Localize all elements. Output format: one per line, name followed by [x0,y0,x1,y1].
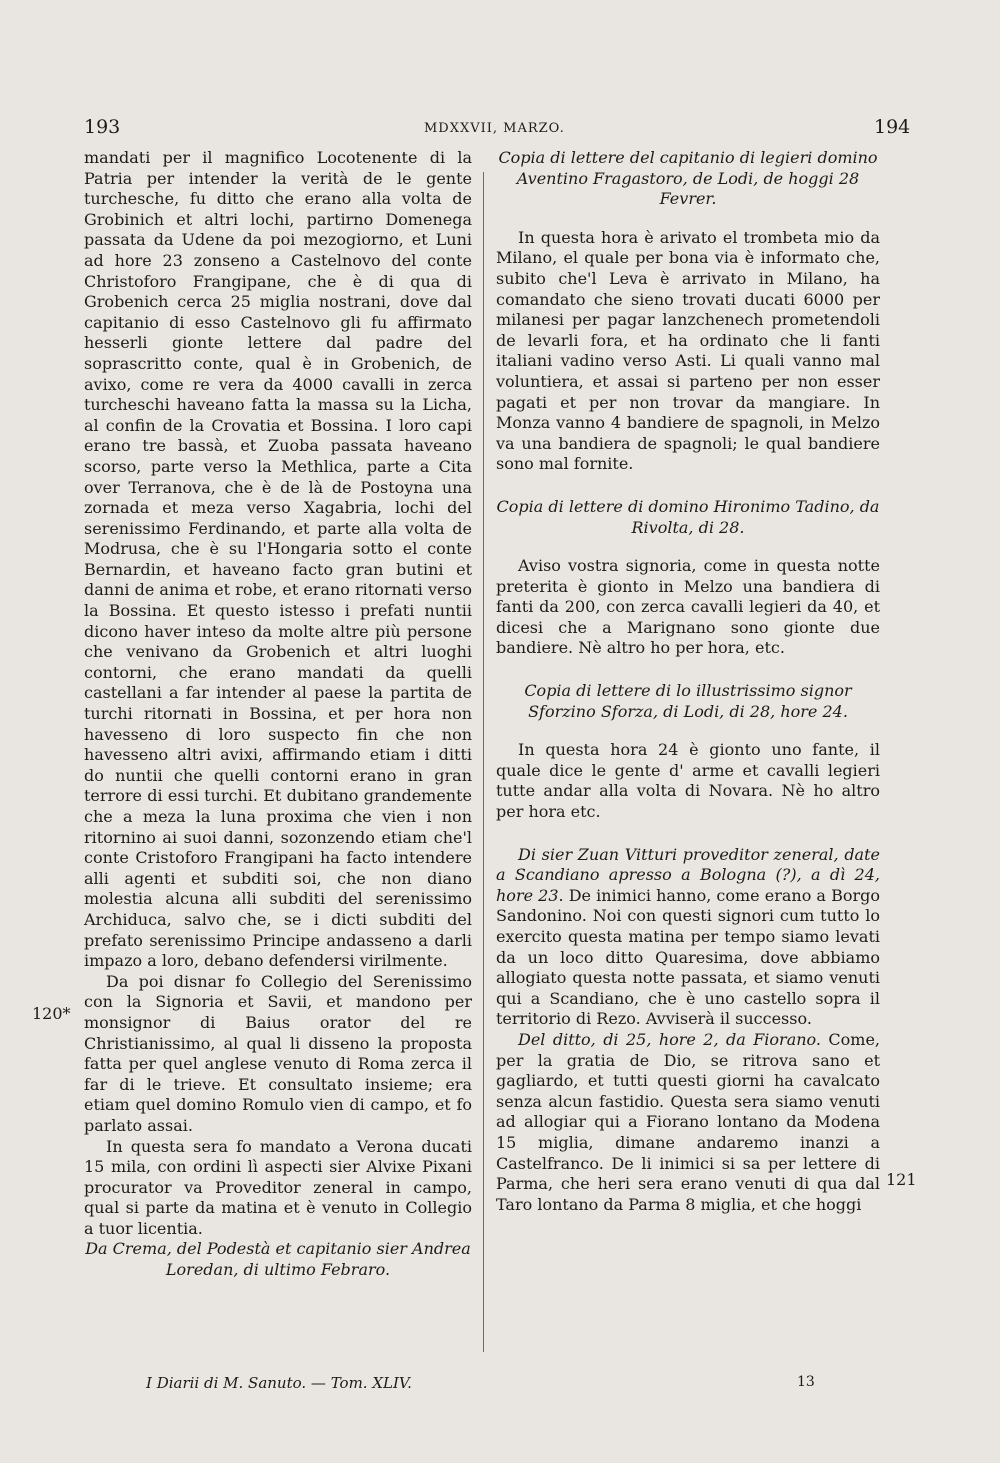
left-paragraph-1: mandati per il magnifico Locotenente di la Patria per intender la verità de le gente turchesche, fu ditto che erano alla volta de Grobinich et altri lochi, partirno Domenega passata da Udene da poi mezogiorno, et Luni ad hore 23 zonseno a Castelnovo del conte Christoforo Frangipane, che è di qua di Grobenich cerca 25 miglia nostrani, dove dal capitanio di esso Castelnovo gli fu affirmato hesserli gionte lettere dal padre del soprascritto conte, qual è in Grobenich, de avixo, come re vera da 4000 cavalli in zerca turcheschi haveano fatta la massa su la Licha, al confin de la Crovatia et Bossina. I loro capi erano tre bassà, et Zuoba passata haveano scorso, parte verso la Methlica, parte a Cita over Terranova, che è de là de Postoyna una zornada et meza verso Xagabria, lochi del serenissimo Ferdinando, et parte alla volta de Modrusa, che è su l'Hongaria sotto el conte Bernardin, et haveano facto gran butini et danni de anima et robe, et erano ritornati verso la Bossina. Et questo istesso i prefati nuntii dicono haver inteso da molte altre più persone che venivano da Grobenich et altri luoghi contorni, che erano mandati da quelli castellani a far intender al paese la partita de turchi ritornati in Bossina, et per hora non havesseno di loro suspecto fin che non havesseno altri avixi, affirmando etiam i ditti do nuntii che quelli contorni erano in gran terrore di essi turchi. Et dubitano grandemente che a meza la luna proxima che vien i non ritornino ai suoi danni, sozonzendo etiam che'l conte Cristoforo Frangipani ha facto intendere alli agenti et subditi soi, che non diano molestia alcuna alli subditi del serenissimo Archiduca, salvo che, se i dicti subditi del prefato serenissimo Principe andasseno a darli impazo a loro, debano defendersi virilmente. [84,148,472,971]
right-paragraph-2: Aviso vostra signoria, come in questa notte preterita è gionto in Melzo una bandiera di fanti da 200, con zerca cavalli legieri da 40, et dicesi che a Marignano sono gionte due bandiere. Nè altro ho per hora, etc. [496,556,880,658]
right-paragraph-4 [496,845,880,1030]
left-section-heading: Da Crema, del Podestà et capitanio sier Andrea Loredan, di ultimo Febraro. [85,1239,471,1280]
margin-number-right: 121 [886,1170,917,1189]
right-heading-1: Copia di lettere del capitanio di legieri domino Aventino Fragastoro, de Lodi, de hoggi 28 Fevrer. [498,148,878,209]
column-divider [483,172,484,1352]
right-paragraph-1: In questa hora è arivato el trombeta mio da Milano, el quale per bona via è informato che, subito che'l Leva è arrivato in Milano, ha comandato che sieno trovati ducati 6000 per milanesi per pagar lanzchenech prometendoli de levarli fora, et ha ordinato che li fanti italiani vadino verso Asti. Li quali vanno mal voluntiera, et assai si parteno per non esser pagati et per non trovar da mangiare. In Monza vanno 4 bandiere de spagnoli, in Melzo va una bandiera de spagnoli; le qual bandiere sono mal fornite. [496,227,880,474]
right-paragraph-5-body: Come, per la gratia de Dio, se ritrova sano et gagliardo, et tutti questi giorni ha cavalcato senza alcun fastidio. Questa sera siamo venuti ad allogiar qui a Fiorano lontano da Modena 15 miglia, dimane andaremo inanzi a Castelfranco. De li inimici si sa per lettere di Parma, che heri sera erano venuti di qua dal Taro lontano da Parma 8 miglia, et che hoggi [496,1029,881,1214]
right-paragraph-4-lead: Di sier Zuan Vitturi proveditor zeneral, date a Scandiano apresso a Bologna (?), a dì 24, hore 23. [496,844,880,905]
right-paragraph-3: In questa hora 24 è gionto uno fante, il quale dice le gente d' arme et cavalli legieri tutte andar alla volta di Novara. Nè ho altro per hora etc. [496,740,880,822]
margin-number-left: 120* [32,1004,71,1023]
footer-signature: 13 [797,1374,815,1390]
running-title: MDXXVII, MARZO. [424,121,565,136]
right-heading-2: Copia di lettere di domino Hironimo Tadino, da Rivolta, di 28. [496,496,880,537]
right-column [496,148,880,1215]
footer-title: I Diarii di M. Sanuto. — Tom. XLIV. [146,1374,412,1392]
page-number-right: 194 [874,116,911,138]
right-paragraph-5 [496,1030,880,1215]
page-number-left: 193 [84,116,121,138]
left-paragraph-2: Da poi disnar fo Collegio del Serenissimo con la Signoria et Savii, et mandono per monsignor di Baius orator del re Christianissimo, al qual li disseno la proposta fatta per quel anglese venuto di Roma zerca il far di le trieve. Et consultato insieme; era etiam quel domino Romulo vien di campo, et fo parlato assai. [84,971,472,1135]
right-paragraph-4-body: De inimici hanno, come erano a Borgo Sandonino. Noi con questi signori cum tutto lo exercito questa matina per tempo siamo levati da un loco ditto Quaresima, dove abbiamo allogiato questa notte passata, et siamo venuti qui a Scandiano, che è uno castello sopra il territorio di Rezo. Avviserà il successo. [496,885,880,1029]
right-paragraph-5-lead: Del ditto, di 25, hore 2, da Fiorano. [518,1029,821,1049]
left-paragraph-3: In questa sera fo mandato a Verona ducati 15 mila, con ordini lì aspecti sier Alvixe Pixani procurator va Proveditor zeneral in campo, qual si parte da matina et è venuto in Collegio a tuor licentia. [84,1136,472,1238]
right-heading-3: Copia di lettere di lo illustrissimo signor Sforzino Sforza, di Lodi, di 28, hore 24. [524,681,852,721]
left-column [84,148,472,1281]
